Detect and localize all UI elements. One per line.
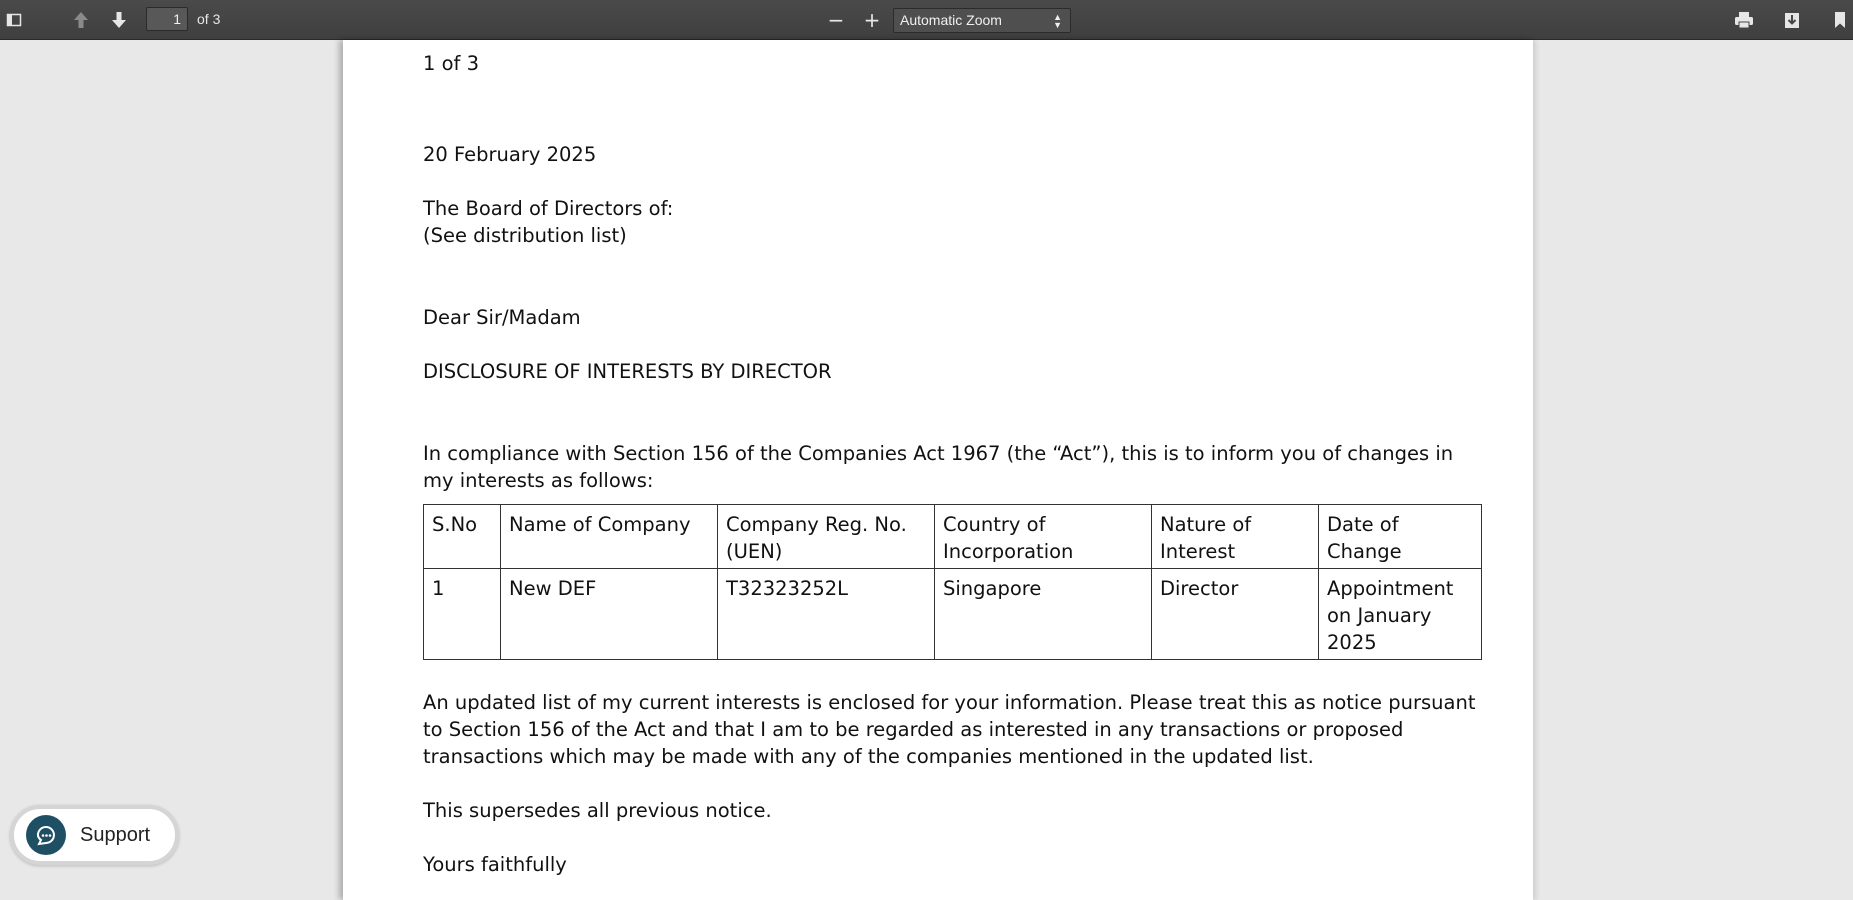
body-paragraph: An updated list of my current interests is enclosed for your information. Please treat this as notice pursuant to Section 156 of the Act and that I am to be regarded as interested in any transactions or proposed transactions which may be made with any of the companies mentioned in the updated list.	[423, 691, 1476, 768]
select-arrows-icon: ▲ ▼	[1053, 12, 1062, 30]
table-cell: 1	[424, 569, 501, 660]
zoom-out-label: −	[827, 8, 845, 32]
interests-table	[423, 504, 1482, 660]
column-header: Nature of Interest	[1152, 505, 1319, 569]
zoom-select[interactable]	[893, 8, 1071, 33]
table-row	[424, 569, 1482, 660]
table-cell: Director	[1152, 569, 1319, 660]
column-header: Company Reg. No. (UEN)	[718, 505, 935, 569]
addressee-line-1: The Board of Directors of:	[423, 197, 674, 220]
chat-icon	[26, 815, 66, 855]
pdf-page	[343, 40, 1533, 900]
zoom-out-icon[interactable]	[822, 6, 850, 34]
pdf-toolbar	[0, 0, 1853, 40]
support-label: Support	[80, 823, 151, 846]
supersedes-line: This supersedes all previous notice.	[423, 799, 772, 822]
column-header: Country of Incorporation	[935, 505, 1152, 569]
zoom-value: Automatic Zoom	[900, 12, 1002, 28]
sidebar-toggle-icon[interactable]	[0, 6, 28, 34]
column-header: S.No	[424, 505, 501, 569]
intro-paragraph: In compliance with Section 156 of the Companies Act 1967 (the “Act”), this is to inform you of changes in my interests as follows:	[423, 442, 1454, 492]
addressee-line-2: (See distribution list)	[423, 224, 627, 247]
zoom-in-icon[interactable]	[858, 6, 886, 34]
page-number-input[interactable]: 1	[146, 7, 188, 31]
column-header: Name of Company	[501, 505, 718, 569]
zoom-in-label: +	[863, 8, 881, 32]
table-cell: Appointment on January 2025	[1319, 569, 1482, 660]
closing-line: Yours faithfully	[423, 853, 567, 876]
table-cell: New DEF	[501, 569, 718, 660]
previous-page-icon[interactable]	[67, 6, 95, 34]
table-cell: T32323252L	[718, 569, 935, 660]
table-header-row	[424, 505, 1482, 569]
next-page-icon[interactable]	[105, 6, 133, 34]
column-header: Date of Change	[1319, 505, 1482, 569]
support-button[interactable]	[10, 805, 179, 865]
table-cell: Singapore	[935, 569, 1152, 660]
subject-line: DISCLOSURE OF INTERESTS BY DIRECTOR	[423, 360, 832, 383]
download-icon[interactable]	[1778, 6, 1806, 34]
salutation: Dear Sir/Madam	[423, 306, 581, 329]
page-indicator: 1 of 3	[423, 52, 480, 75]
page-count-label: of 3	[197, 11, 221, 27]
bookmark-icon[interactable]	[1826, 6, 1853, 34]
letter-date: 20 February 2025	[423, 143, 597, 166]
print-icon[interactable]	[1730, 6, 1758, 34]
